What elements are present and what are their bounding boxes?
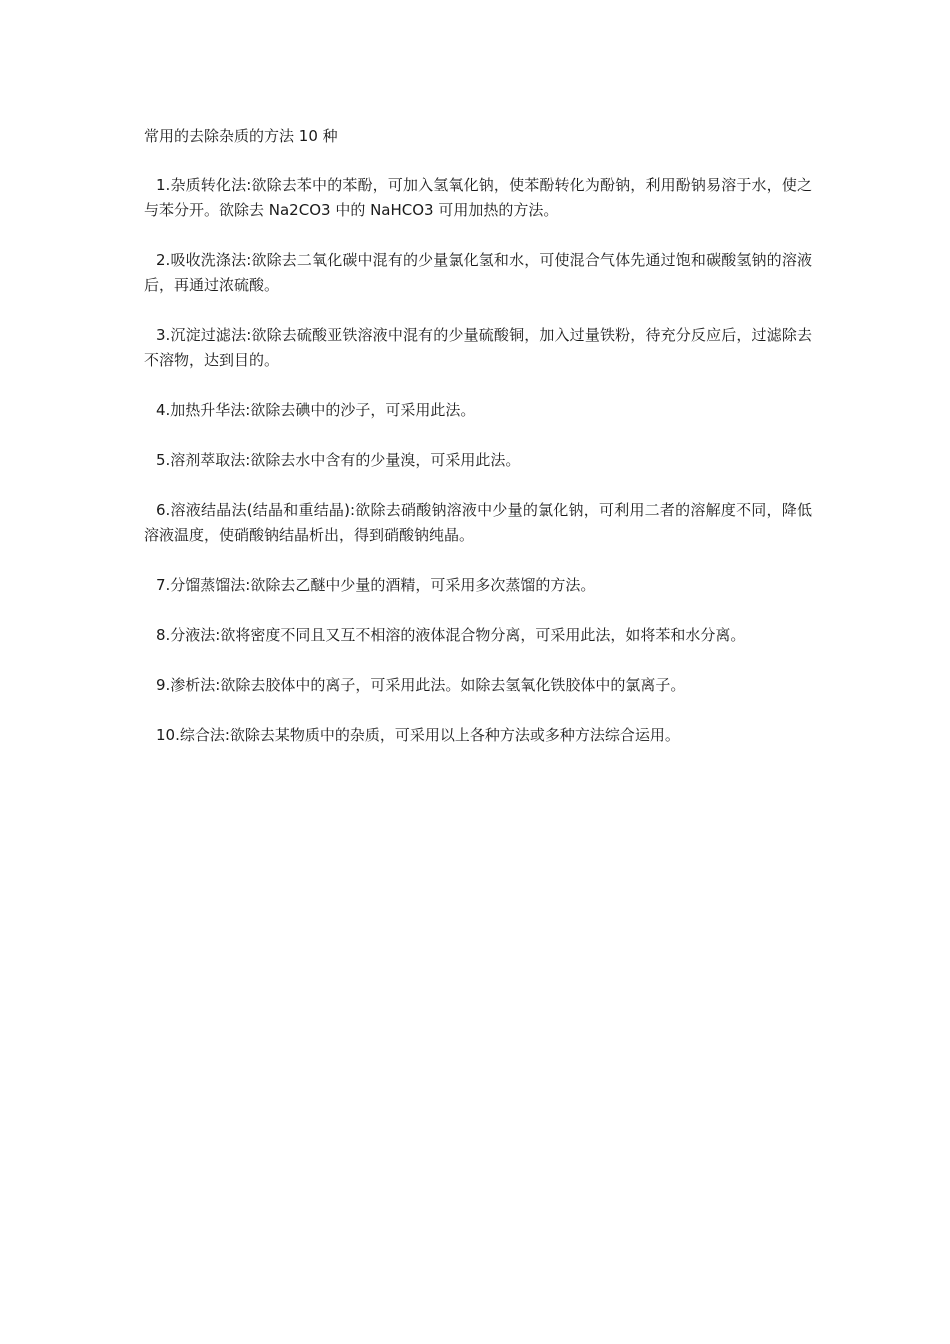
method-item-10: 10.综合法:欲除去某物质中的杂质，可采用以上各种方法或多种方法综合运用。 <box>156 726 680 744</box>
method-item-4: 4.加热升华法:欲除去碘中的沙子，可采用此法。 <box>156 401 476 419</box>
method-item-9: 9.渗析法:欲除去胶体中的离子，可采用此法。如除去氢氧化铁胶体中的氯离子。 <box>156 676 686 694</box>
method-item-1: 1.杂质转化法:欲除去苯中的苯酚，可加入氢氧化钠，使苯酚转化为酚钠，利用酚钠易溶于水，使之与苯分开。欲除去 Na2CO3 中的 NaHCO3 可用加热的方法。 <box>144 176 812 219</box>
method-item-8: 8.分液法:欲将密度不同且又互不相溶的液体混合物分离，可采用此法，如将苯和水分离。 <box>156 626 746 644</box>
method-item-3: 3.沉淀过滤法:欲除去硫酸亚铁溶液中混有的少量硫酸铜，加入过量铁粉，待充分反应后，过滤除去不溶物，达到目的。 <box>144 326 812 369</box>
document-title: 常用的去除杂质的方法 10 种 <box>144 127 338 145</box>
document-page <box>144 127 812 773</box>
method-item-7: 7.分馏蒸馏法:欲除去乙醚中少量的酒精，可采用多次蒸馏的方法。 <box>156 576 596 594</box>
method-item-6: 6.溶液结晶法(结晶和重结晶):欲除去硝酸钠溶液中少量的氯化钠，可利用二者的溶解度不同，降低溶液温度，使硝酸钠结晶析出，得到硝酸钠纯晶。 <box>144 501 812 544</box>
method-item-5: 5.溶剂萃取法:欲除去水中含有的少量溴，可采用此法。 <box>156 451 521 469</box>
method-item-2: 2.吸收洗涤法:欲除去二氧化碳中混有的少量氯化氢和水，可使混合气体先通过饱和碳酸氢钠的溶液后，再通过浓硫酸。 <box>144 251 812 294</box>
